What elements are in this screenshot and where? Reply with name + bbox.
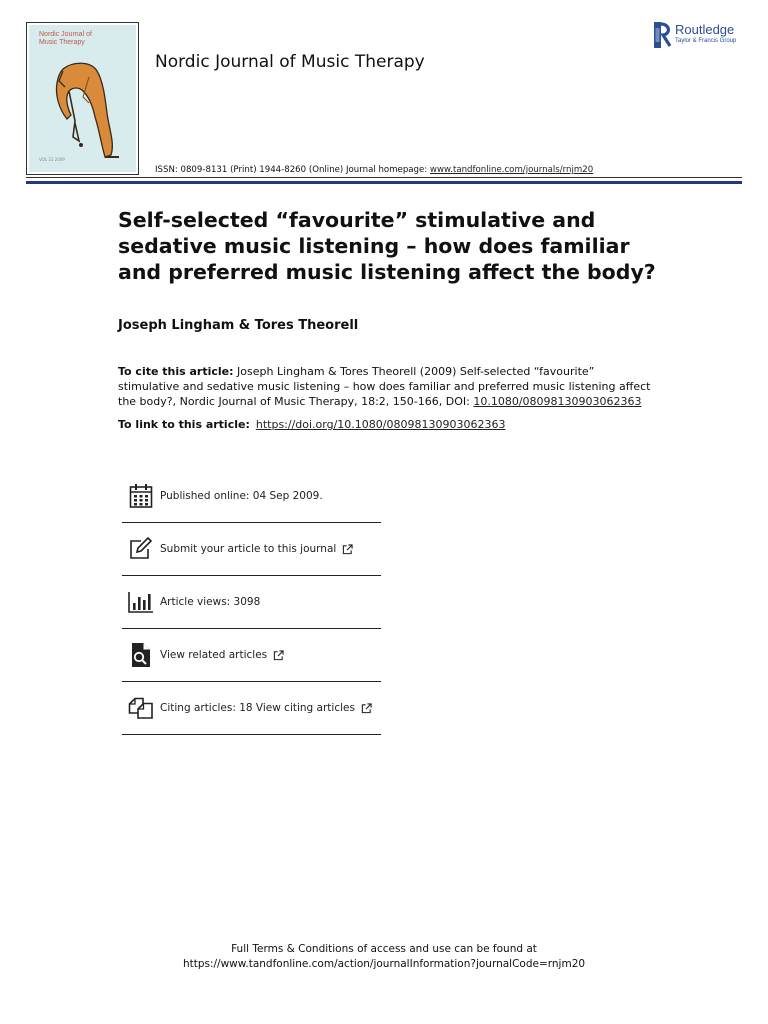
citing-documents-icon bbox=[126, 693, 156, 723]
link-line bbox=[118, 418, 505, 431]
citing-articles-text: Citing articles: 18 View citing articles bbox=[160, 702, 355, 714]
doi-link[interactable]: 10.1080/08098130903062363 bbox=[473, 395, 642, 408]
cover-figure-illustration bbox=[49, 57, 119, 167]
cite-label: To cite this article: bbox=[118, 365, 234, 378]
publisher-logo[interactable] bbox=[654, 22, 736, 48]
header-divider-thin bbox=[26, 177, 742, 178]
cover-title-line-2: Music Therapy bbox=[39, 39, 85, 46]
publisher-subtitle: Taylor & Francis Group bbox=[675, 38, 737, 44]
article-views-text: Article views: 3098 bbox=[160, 596, 261, 608]
article-info-list bbox=[122, 470, 381, 735]
article-title: Self-selected “favourite” stimulative and sedative music listening – how does familiar and preferred music listening affect the body? bbox=[118, 208, 656, 284]
submit-article-text: Submit your article to this journal bbox=[160, 543, 337, 555]
external-link-icon bbox=[342, 544, 353, 555]
journal-cover-image bbox=[26, 22, 139, 175]
published-online-text: Published online: 04 Sep 2009. bbox=[160, 490, 323, 502]
header-divider-thick bbox=[26, 181, 742, 184]
document-search-icon bbox=[126, 640, 156, 670]
cover-background bbox=[29, 25, 136, 172]
submit-article-link[interactable] bbox=[160, 543, 353, 555]
footer-line-1: Full Terms & Conditions of access and use can be found at bbox=[231, 943, 537, 955]
issn-line bbox=[155, 165, 593, 175]
article-doi-url-link[interactable]: https://doi.org/10.1080/08098130903062363 bbox=[255, 418, 506, 431]
publisher-text bbox=[675, 22, 736, 45]
article-views-row bbox=[122, 576, 381, 629]
routledge-icon bbox=[654, 22, 672, 48]
terms-footer bbox=[0, 942, 768, 972]
published-online-row bbox=[122, 470, 381, 523]
cover-title-line-1: Nordic Journal of bbox=[39, 31, 92, 38]
article-authors: Joseph Lingham & Tores Theorell bbox=[118, 318, 359, 333]
calendar-icon bbox=[126, 481, 156, 511]
citing-articles-link[interactable] bbox=[160, 702, 372, 714]
edit-icon bbox=[126, 534, 156, 564]
link-label: To link to this article: bbox=[118, 418, 250, 431]
journal-homepage-link[interactable]: www.tandfonline.com/journals/rnjm20 bbox=[429, 165, 594, 175]
bar-chart-icon bbox=[126, 587, 156, 617]
external-link-icon bbox=[273, 650, 284, 661]
publisher-name: Routledge bbox=[675, 22, 735, 37]
external-link-icon bbox=[361, 703, 372, 714]
footer-terms-url[interactable]: https://www.tandfonline.com/action/journalInformation?journalCode=rnjm20 bbox=[182, 958, 586, 970]
cover-title bbox=[39, 31, 92, 47]
issn-text: ISSN: 0809-8131 (Print) 1944-8260 (Online) Journal homepage: bbox=[155, 165, 430, 175]
citing-articles-row[interactable] bbox=[122, 682, 381, 735]
related-articles-row[interactable] bbox=[122, 629, 381, 682]
submit-article-row[interactable] bbox=[122, 523, 381, 576]
citation-block bbox=[118, 364, 658, 409]
cite-text: Joseph Lingham & Tores Theorell (2009) Self-selected “favourite” stimulative and sedative music listening – how does familiar and preferred music listening affect the body?, Nordic Journal of Music Therapy, 18:2, 150-166, DOI: bbox=[118, 365, 651, 408]
journal-name: Nordic Journal of Music Therapy bbox=[155, 52, 425, 72]
related-articles-text: View related articles bbox=[160, 649, 268, 661]
cover-small-text: VOL 21 2009 bbox=[39, 157, 65, 162]
related-articles-link[interactable] bbox=[160, 649, 284, 661]
